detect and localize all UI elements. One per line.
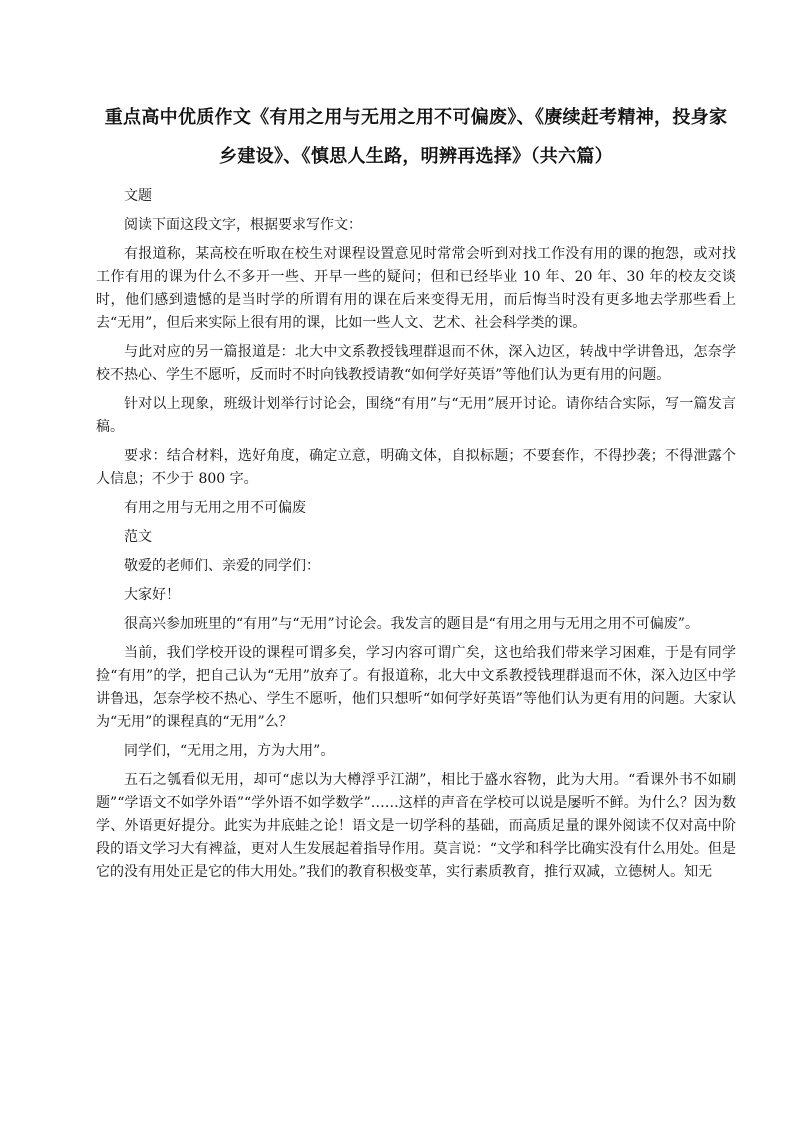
- document-title: 重点高中优质作文《有用之用与无用之用不可偏废》、《赓续赶考精神，投身家乡建设》、《慎思人生路，明辨再选择》（共六篇）: [104, 107, 728, 167]
- paragraph: 与此对应的另一篇报道是：北大中文系教授钱理群退而不休，深入边区，转战中学讲鲁迅，怎奈学校不热心、学生不愿听，反而时不时向钱教授请教“如何学好英语”等他们认为更有用的问题。: [96, 344, 736, 383]
- paragraph: 敬爱的老师们、亲爱的同学们：: [124, 558, 320, 574]
- paragraph: 阅读下面这段文字，根据要求写作文：: [124, 217, 362, 233]
- document-body: [96, 185, 736, 890]
- paragraph: 范文: [124, 529, 152, 545]
- paragraph: 文题: [124, 188, 152, 204]
- paragraph: 当前，我们学校开设的课程可谓多矣，学习内容可谓广矣，这也给我们带来学习困难，于是有同学捡“有用”的学，把自己认为“无用”放弃了。有报道称，北大中文系教授钱理群退而不休，深入边区中学讲鲁迅，怎奈学校不热心、学生不愿听，他们只想听“如何学好英语”等他们认为更有用的问题。大家认为“无用”的课程真的“无用”么？: [96, 645, 736, 730]
- paragraph: 有报道称，某高校在听取在校生对课程设置意见时常常会听到对找工作没有用的课的抱怨，或对找工作有用的课为什么不多开一些、开早一些的疑问；但和已经毕业 10 年、20 年、30 年的校友交谈时，他们感到遗憾的是当时学的所谓有用的课在后来变得无用，而后悔当时没有更多地去学那些看上去“无用”，但后来实际上很有用的课，比如一些人文、艺术、社会科学类的课。: [96, 246, 736, 331]
- paragraph: 五石之瓠看似无用，却可“虑以为大樽浮乎江湖”，相比于盛水容物，此为大用。“看课外书不如刷题”“学语文不如学外语”“学外语不如学数学”……这样的声音在学校可以说是屡听不鲜。为什么？因为数学、外语更好提分。此实为井底蛙之论！语文是一切学科的基础，而高质足量的课外阅读不仅对高中阶段的语文学习大有裨益，更对人生发展起着指导作用。莫言说：“文学和科学比确实没有什么用处。但是它的没有用处正是它的伟大用处。”我们的教育积极变革，实行素质教育，推行双减，立德树人。知无: [96, 772, 736, 880]
- paragraph: 很高兴参加班里的“有用”与“无用”讨论会。我发言的题目是“有用之用与无用之用不可偏废”。: [124, 616, 699, 632]
- paragraph: 大家好！: [124, 587, 180, 603]
- paragraph: 同学们，“无用之用，方为大用”。: [124, 743, 335, 759]
- paragraph: 针对以上现象，班级计划举行讨论会，围绕“有用”与“无用”展开讨论。请你结合实际，写一篇发言稿。: [96, 396, 736, 435]
- paragraph: 要求：结合材料，选好角度，确定立意，明确文体，自拟标题；不要套作，不得抄袭；不得泄露个人信息；不少于 800 字。: [96, 448, 736, 487]
- paragraph: 有用之用与无用之用不可偏废: [124, 500, 306, 516]
